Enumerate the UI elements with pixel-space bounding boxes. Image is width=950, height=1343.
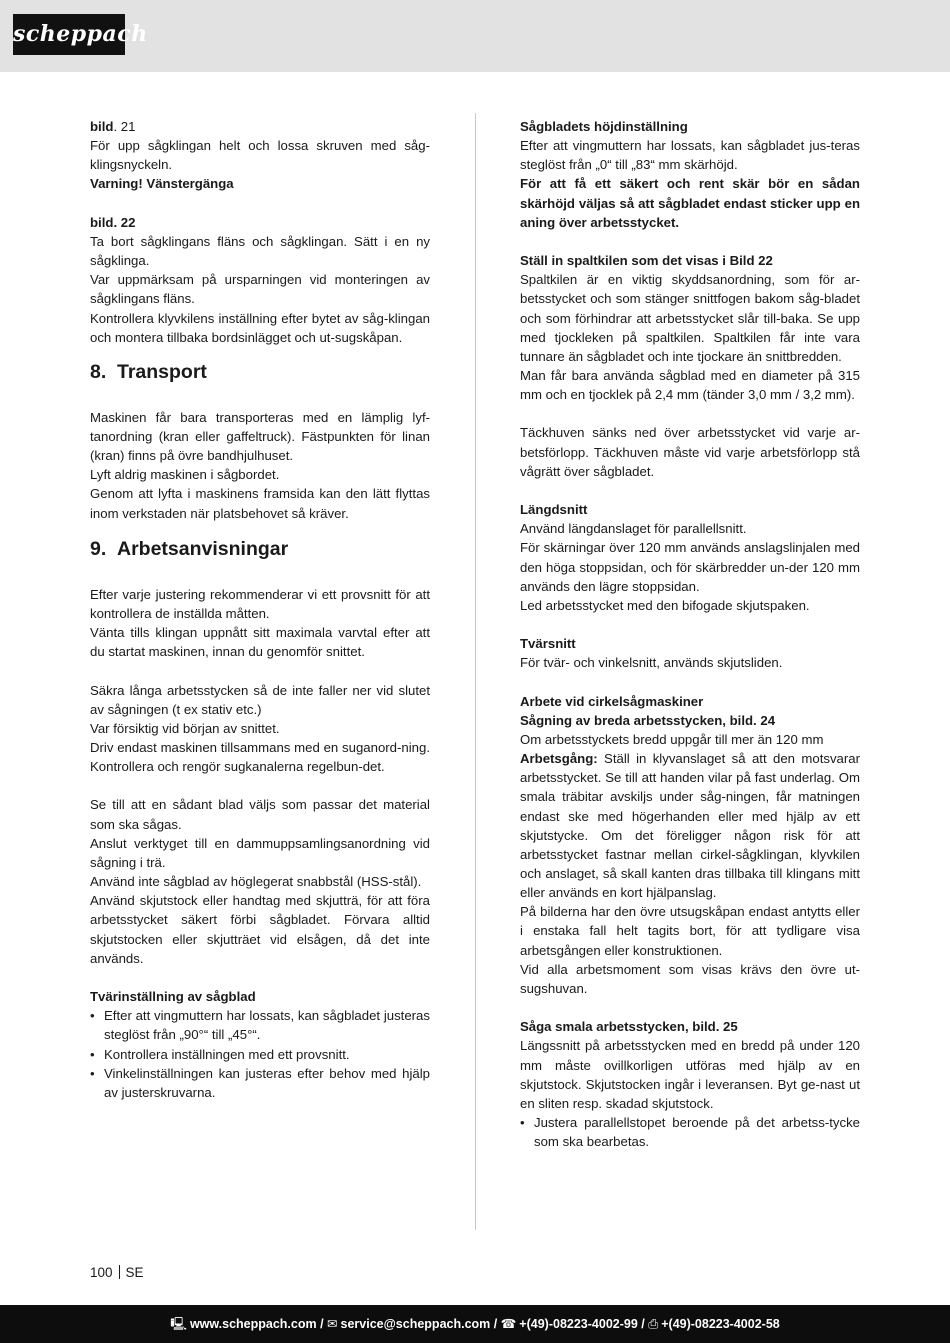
wide-pieces-line-3: På bilderna har den övre utsugskåpan endast antytts eller i enstaka fall helt tagits bort, för att tydligare visa arbetsgången eller konstruktionen. xyxy=(520,904,860,958)
rip-cut-heading: Längdsnitt xyxy=(520,502,588,518)
page-number: 100 xyxy=(90,1265,113,1280)
scheppach-logo: scheppach xyxy=(13,14,125,55)
section-title: Arbetsanvisningar xyxy=(117,537,289,560)
mail-icon: ✉ xyxy=(327,1317,338,1331)
wide-pieces-line-1: Om arbetsstyckets bredd uppgår till mer än 120 mm xyxy=(520,731,824,747)
bild21-paragraph xyxy=(90,117,430,136)
contact-footer xyxy=(0,1305,950,1343)
instruction-line-1: Efter varje justering rekommenderar vi ett provsnitt för att kontrollera de inställda måtten. xyxy=(90,586,430,621)
list-item: • Kontrollera inställningen med ett provsnitt. xyxy=(90,1045,430,1064)
footer-web[interactable]: www.scheppach.com / xyxy=(189,1317,324,1331)
instruction-line-4: Var försiktig vid början av snittet. xyxy=(90,720,280,736)
bild22-line-3: Kontrollera klyvkilens inställning efter bytet av såg-klingan och montera tillbaka bordsinlägget och ut-sugskåpan. xyxy=(90,310,430,345)
phone-icon: ☎ xyxy=(500,1317,517,1331)
riving-knife-line-2: Man får bara använda sågblad med en diameter på 315 mm och en tjocklek på 2,4 mm (tänder 3,0 mm / 3,2 mm). xyxy=(520,368,860,403)
bild21-text: För upp sågklingan helt och lossa skruven med såg-klingsnyckeln. xyxy=(90,138,430,173)
footer-fax: +(49)-08223-4002-58 xyxy=(661,1317,780,1331)
section-number: 9. xyxy=(90,537,107,560)
wide-pieces-line-4: Vid alla arbetsmoment som visas krävs den övre ut-sugshuvan. xyxy=(520,961,860,996)
warning-text: Varning! Vänstergänga xyxy=(90,176,234,192)
computer-icon: 🖳 xyxy=(170,1317,187,1331)
riving-knife-line-3: Täckhuven sänks ned över arbetsstycket vid varje ar-betsförlopp. Täckhuven måste vid varje arbetsförlopp stå vågrätt över sågbladet. xyxy=(520,425,860,479)
narrow-pieces-heading: Såga smala arbetsstycken, bild. 25 xyxy=(520,1019,738,1035)
wide-pieces-heading: Sågning av breda arbetsstycken, bild. 24 xyxy=(520,712,776,728)
transport-line-2: Lyft aldrig maskinen i sågbordet. xyxy=(90,467,280,483)
list-item: • Vinkelinställningen kan justeras efter behov med hjälp av justerskruvarna. xyxy=(90,1064,430,1102)
list-item: • Efter att vingmuttern har lossats, kan sågbladet justeras steglöst från „90°“ till „45°“. xyxy=(90,1006,430,1044)
cross-setting-list xyxy=(90,1006,430,1102)
rip-cut-line-2: För skärningar över 120 mm används anslagslinjalen med den höga stoppsidan, och för skärbredder un-der 120 mm används den lägre stoppsidan. xyxy=(520,540,860,594)
column-divider xyxy=(475,113,476,1230)
instruction-line-8: Använd inte sågblad av höglegerat snabbstål (HSS-stål). xyxy=(90,874,422,890)
right-column xyxy=(520,117,860,1151)
page-separator xyxy=(119,1265,120,1279)
height-setting-bold: För att få ett säkert och rent skär bör en sådan skärhöjd väljas så att sågbladet endast sticker upp en aning över arbetsstycket. xyxy=(520,176,860,230)
cross-cut-heading: Tvärsnitt xyxy=(520,636,576,652)
footer-phone: +(49)-08223-4002-99 / xyxy=(519,1317,645,1331)
procedure-text: Ställ in klyvanslaget så att den motsvarar arbetsstycket. Se till att handen vilar på fast underlag. Om smala träbitar avskiljs under såg-ningen, får matningen endast ske med högerhanden eller med hjälp av ett skjutstycke. Om det föreligger någon risk för att arbetsstycket fastnar mellan cirkel-sågklingan, klyvkilen och anslaget, så skall kanten dras tillbaka till klingans mitt eller används en kort hjälpanslag. xyxy=(520,751,860,901)
circular-saw-heading: Arbete vid cirkelsågmaskiner xyxy=(520,693,704,709)
section-number: 8. xyxy=(90,360,107,383)
page-language: SE xyxy=(125,1265,144,1280)
page-footer xyxy=(90,1265,144,1280)
instruction-line-6: Se till att en sådant blad väljs som passar det material som ska sågas. xyxy=(90,797,430,832)
instruction-line-5: Driv endast maskinen tillsammans med en suganord-ning. Kontrollera och rengör sugkanalerna regelbun-det. xyxy=(90,740,430,775)
rip-cut-line-3: Led arbetsstycket med den bifogade skjutspaken. xyxy=(520,597,810,613)
instruction-line-7: Anslut verktyget till en dammuppsamlingsanordning vid sågning i trä. xyxy=(90,835,430,870)
left-column xyxy=(90,117,430,1102)
transport-line-3: Genom att lyfta i maskinens framsida kan den lätt flyttas inom verkstaden när platsbehovet så kräver. xyxy=(90,486,430,521)
bild21-number: . 21 xyxy=(113,119,136,134)
list-item: • Justera parallellstopet beroende på det arbetss-tycke som ska bearbetas. xyxy=(520,1113,860,1151)
instruction-line-2: Vänta tills klingan uppnått sitt maximala varvtal efter att du startat maskinen, innan du genomför snittet. xyxy=(90,625,430,660)
fax-icon: ⎙ xyxy=(648,1317,659,1331)
wide-pieces-procedure xyxy=(520,749,860,902)
riving-knife-line-1: Spaltkilen är en viktig skyddsanordning, som för ar-betsstycket och som stänger snittfogen bakom såg-bladet och som förhindrar att arbetsstycket slår till-baka. Se upp med tjockleken på spaltkilen. Spaltkilen får inte vara tunnare än sågbladet och inte tjockare än snittbredden. xyxy=(520,272,860,364)
instruction-line-3: Säkra långa arbetsstycken så de inte faller ner vid slutet av sågningen (t ex stativ etc.) xyxy=(90,682,430,717)
instruction-line-9: Använd skjutstock eller handtag med skjutträ, för att föra arbetsstycket säkert förbi sågbladet. Förvara alltid skjutstocken eller skjutträet vid elsågen, då det inte används. xyxy=(90,893,430,966)
footer-mail[interactable]: service@scheppach.com / xyxy=(340,1317,498,1331)
bild22-line-2: Var uppmärksam på ursparningen vid monteringen av sågklingans fläns. xyxy=(90,272,430,307)
height-setting-text: Efter att vingmuttern har lossats, kan sågbladet jus-teras steglöst från „0“ till „83“ mm skärhöjd. xyxy=(520,138,860,173)
header-band xyxy=(0,0,950,72)
bild21-label: bild xyxy=(90,119,114,134)
procedure-label: Arbetsgång: xyxy=(520,751,598,767)
bild22-line-1: Ta bort sågklingans fläns och sågklingan. Sätt i en ny sågklinga. xyxy=(90,233,430,269)
riving-knife-heading: Ställ in spaltkilen som det visas i Bild 22 xyxy=(520,253,773,269)
section-heading-arbetsanvisningar xyxy=(90,537,430,561)
cross-cut-line-1: För tvär- och vinkelsnitt, används skjutsliden. xyxy=(520,655,783,671)
cross-setting-heading: Tvärinställning av sågblad xyxy=(90,989,256,1005)
narrow-pieces-line-1: Längssnitt på arbetsstycken med en bredd på under 120 mm måste ovillkorligen utföras med hjälp av en skjutstock. Skjutstocken ingår i leveransen. Byt ge-nast ut en sliten resp. skadad skjutstock. xyxy=(520,1038,860,1111)
bild22-label: bild. 22 xyxy=(90,214,136,230)
height-setting-heading: Sågbladets höjdinställning xyxy=(520,119,688,134)
narrow-pieces-list xyxy=(520,1113,860,1151)
transport-line-1: Maskinen får bara transporteras med en lämplig lyf-tanordning (kran eller gaffeltruck). Fästpunkten för linan (kran) finns på övre bandhjulhuset. xyxy=(90,409,430,464)
rip-cut-line-1: Använd längdanslaget för parallellsnitt. xyxy=(520,521,747,537)
section-heading-transport xyxy=(90,360,430,384)
section-title: Transport xyxy=(117,360,207,383)
